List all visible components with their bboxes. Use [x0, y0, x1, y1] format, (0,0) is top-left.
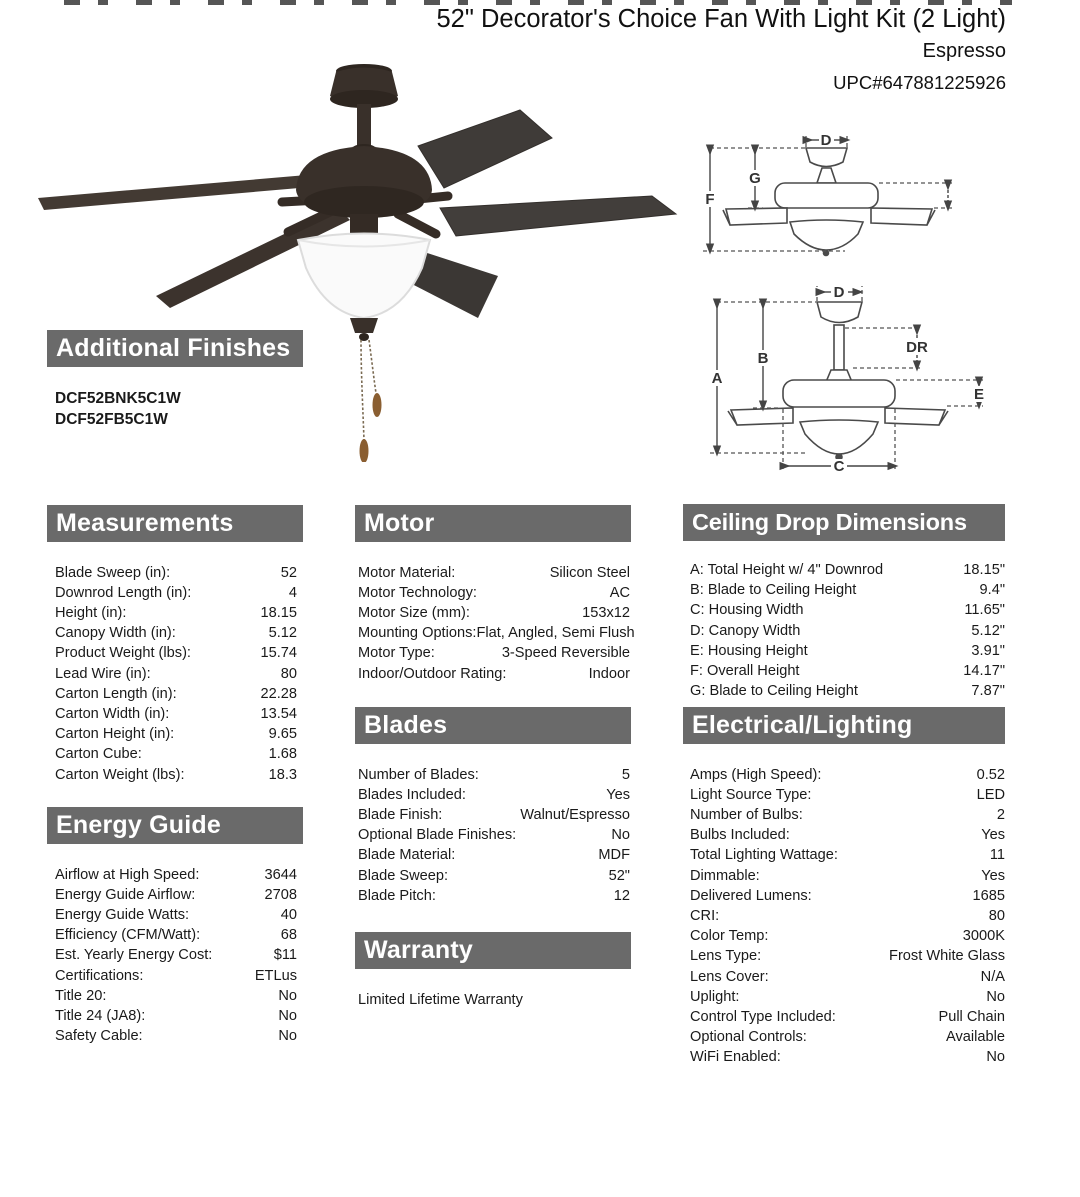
- dim-label-dr: DR: [906, 339, 928, 356]
- spec-label: Indoor/Outdoor Rating:: [358, 665, 507, 682]
- energy-guide-panel: [47, 786, 303, 1046]
- spec-row: [47, 865, 303, 885]
- upc-code: UPC#647881225926: [833, 72, 1006, 93]
- spec-label: Number of Bulbs:: [690, 806, 803, 823]
- spec-row: [683, 967, 1005, 987]
- spec-label: Carton Length (in):: [55, 685, 177, 702]
- spec-label: Lens Cover:: [690, 968, 769, 985]
- dim-label-f: F: [705, 191, 715, 208]
- spec-row: [683, 845, 1005, 865]
- spec-value: ETLus: [254, 967, 297, 984]
- spec-row: [47, 684, 303, 704]
- measurements-panel: [47, 484, 303, 785]
- warranty-text: Limited Lifetime Warranty: [358, 991, 523, 1008]
- spec-value: No: [986, 1049, 1005, 1066]
- spec-label: Carton Width (in):: [55, 705, 170, 722]
- motor-header: Motor: [355, 505, 631, 542]
- spec-row: [47, 1006, 303, 1026]
- spec-value: 18.15: [260, 604, 297, 621]
- spec-value: Available: [946, 1029, 1005, 1046]
- spec-label: Blade Material:: [358, 847, 456, 864]
- spec-label: Amps (High Speed):: [690, 766, 822, 783]
- pull-chains: [360, 340, 382, 462]
- spec-value: LED: [976, 786, 1005, 803]
- spec-label: F: Overall Height: [690, 663, 800, 680]
- spec-label: Dimmable:: [690, 867, 760, 884]
- blades-header: Blades: [355, 707, 631, 744]
- spec-value: 2: [996, 806, 1005, 823]
- spec-row: [683, 1047, 1005, 1067]
- spec-row: [47, 945, 303, 965]
- page-title: 52" Decorator's Choice Fan With Light Kit (2 Light): [436, 5, 1006, 33]
- fan-canopy-downrod: [330, 64, 398, 154]
- spec-label: Bulbs Included:: [690, 827, 790, 844]
- dim-label-d1: D: [820, 132, 832, 149]
- dimension-diagram-semiflush: [693, 103, 1068, 271]
- spec-row: [47, 765, 303, 785]
- spec-value: 12: [613, 887, 630, 904]
- spec-label: Optional Controls:: [690, 1029, 807, 1046]
- spec-label: Energy Guide Watts:: [55, 906, 190, 923]
- blades-rows: [355, 765, 631, 906]
- additional-finishes-list: [47, 388, 303, 431]
- spec-label: Control Type Included:: [690, 1008, 836, 1025]
- spec-value: 3.91": [971, 642, 1005, 659]
- motor-panel: [355, 484, 635, 684]
- ceiling-drop-rows: [683, 560, 1005, 701]
- spec-row: [47, 563, 303, 583]
- spec-label: C: Housing Width: [690, 602, 804, 619]
- spec-label: E: Housing Height: [690, 642, 808, 659]
- spec-row: [355, 643, 631, 663]
- spec-label: Certifications:: [55, 967, 144, 984]
- spec-row: [355, 845, 631, 865]
- spec-value: 80: [280, 665, 297, 682]
- spec-value: 14.17": [963, 663, 1005, 680]
- spec-label: Canopy Width (in):: [55, 625, 176, 642]
- spec-row: [47, 664, 303, 684]
- spec-row: [355, 866, 631, 886]
- spec-row: [355, 886, 631, 906]
- spec-value: 9.65: [268, 726, 297, 743]
- spec-label: Safety Cable:: [55, 1028, 143, 1045]
- spec-row: [355, 785, 631, 805]
- spec-value: MDF: [598, 847, 630, 864]
- spec-row: [683, 661, 1005, 681]
- spec-label: CRI:: [690, 907, 720, 924]
- spec-label: Total Lighting Wattage:: [690, 847, 838, 864]
- spec-row: [355, 583, 631, 603]
- spec-label: G: Blade to Ceiling Height: [690, 683, 858, 700]
- spec-value: No: [278, 1007, 297, 1024]
- spec-row: [47, 643, 303, 663]
- measurements-header: Measurements: [47, 505, 303, 542]
- spec-label: Uplight:: [690, 988, 740, 1005]
- spec-label: Motor Size (mm):: [358, 604, 470, 621]
- spec-label: Motor Type:: [358, 645, 435, 662]
- additional-finishes-panel: [47, 309, 303, 431]
- spec-row: [47, 966, 303, 986]
- spec-value: 1.68: [268, 746, 297, 763]
- spec-value: Indoor: [588, 665, 630, 682]
- spec-value: 40: [280, 906, 297, 923]
- spec-label: Mounting Options:: [358, 625, 477, 642]
- spec-label: Carton Height (in):: [55, 726, 175, 743]
- spec-row: [355, 623, 635, 643]
- spec-value: 11.65": [964, 602, 1005, 619]
- spec-row: [683, 785, 1005, 805]
- spec-label: D: Canopy Width: [690, 622, 801, 639]
- spec-value: 13.54: [260, 705, 297, 722]
- spec-row: [683, 580, 1005, 600]
- dim-label-e: E: [973, 386, 985, 403]
- spec-row: [47, 905, 303, 925]
- spec-value: Yes: [981, 867, 1005, 884]
- electrical-rows: [683, 765, 1005, 1068]
- spec-value: No: [611, 827, 630, 844]
- spec-row: [47, 603, 303, 623]
- spec-row: [683, 765, 1005, 785]
- spec-label: Color Temp:: [690, 928, 769, 945]
- spec-value: 80: [988, 907, 1005, 924]
- spec-row: [47, 583, 303, 603]
- spec-label: Lens Type:: [690, 948, 762, 965]
- motor-rows: [355, 563, 635, 684]
- measurements-rows: [47, 563, 303, 785]
- spec-value: 18.3: [268, 766, 297, 783]
- spec-row: [47, 925, 303, 945]
- spec-value: N/A: [980, 968, 1005, 985]
- spec-value: 153x12: [582, 604, 630, 621]
- spec-value: No: [278, 1028, 297, 1045]
- spec-row: [683, 1027, 1005, 1047]
- spec-label: B: Blade to Ceiling Height: [690, 582, 857, 599]
- energy-guide-header: Energy Guide: [47, 807, 303, 844]
- spec-value: 5.12": [971, 622, 1005, 639]
- dimension-diagram-downrod: [693, 273, 1078, 481]
- electrical-panel: [683, 686, 1005, 1068]
- spec-label: Motor Material:: [358, 564, 456, 581]
- spec-value: $11: [273, 947, 297, 964]
- spec-row: [355, 765, 631, 785]
- spec-value: Flat, Angled, Semi Flush: [476, 625, 635, 642]
- spec-row: [683, 1007, 1005, 1027]
- spec-value: 18.15": [963, 562, 1005, 578]
- spec-value: 1685: [972, 887, 1005, 904]
- spec-value: Walnut/Espresso: [520, 806, 630, 823]
- dim-label-a: A: [711, 370, 723, 387]
- spec-row: [683, 886, 1005, 906]
- spec-row: [47, 623, 303, 643]
- spec-label: Number of Blades:: [358, 766, 479, 783]
- spec-row: [355, 805, 631, 825]
- spec-row: [683, 946, 1005, 966]
- fan-light-bowl: [298, 234, 430, 342]
- spec-value: 4: [288, 584, 297, 601]
- spec-label: Light Source Type:: [690, 786, 812, 803]
- spec-value: 3000K: [962, 928, 1005, 945]
- spec-value: Silicon Steel: [549, 564, 630, 581]
- spec-label: Airflow at High Speed:: [55, 866, 200, 883]
- spec-row: [47, 885, 303, 905]
- spec-label: Lead Wire (in):: [55, 665, 151, 682]
- spec-label: Delivered Lumens:: [690, 887, 812, 904]
- finish-sku: DCF52BNK5C1W: [55, 389, 181, 407]
- warranty-header: Warranty: [355, 932, 631, 969]
- spec-value: Yes: [981, 827, 1005, 844]
- spec-label: Energy Guide Airflow:: [55, 886, 196, 903]
- spec-label: Height (in):: [55, 604, 127, 621]
- spec-row: [683, 866, 1005, 886]
- dim-label-g: G: [749, 170, 761, 187]
- spec-label: Efficiency (CFM/Watt):: [55, 927, 201, 944]
- spec-label: Title 24 (JA8):: [55, 1007, 146, 1024]
- spec-row: [47, 744, 303, 764]
- spec-value: 5: [621, 766, 630, 783]
- spec-value: No: [278, 987, 297, 1004]
- spec-label: WiFi Enabled:: [690, 1049, 781, 1066]
- spec-row: [683, 600, 1005, 620]
- spec-label: Blade Sweep (in):: [55, 564, 171, 581]
- spec-value: 9.4": [979, 582, 1005, 599]
- additional-finishes-header: Additional Finishes: [47, 330, 303, 367]
- spec-value: 2708: [264, 886, 297, 903]
- electrical-header: Electrical/Lighting: [683, 707, 1005, 744]
- spec-value: 52: [280, 564, 297, 581]
- spec-value: Frost White Glass: [889, 948, 1005, 965]
- spec-label: Blade Sweep:: [358, 867, 449, 884]
- spec-row: [47, 986, 303, 1006]
- spec-value: No: [986, 988, 1005, 1005]
- spec-value: 3644: [264, 866, 297, 883]
- ceiling-drop-panel: [683, 484, 1005, 701]
- blades-panel: [355, 686, 631, 906]
- dim-label-b: B: [757, 350, 769, 367]
- spec-value: 68: [280, 927, 297, 944]
- spec-label: Blade Finish:: [358, 806, 443, 823]
- spec-row: [683, 641, 1005, 661]
- spec-label: Title 20:: [55, 987, 107, 1004]
- spec-value: 52": [608, 867, 630, 884]
- spec-row: [683, 825, 1005, 845]
- spec-label: Product Weight (lbs):: [55, 645, 191, 662]
- spec-value: 15.74: [260, 645, 297, 662]
- ceiling-drop-header: Ceiling Drop Dimensions: [683, 504, 1005, 541]
- dim-label-d2: D: [833, 284, 845, 301]
- spec-value: 7.87": [971, 683, 1005, 700]
- spec-value: AC: [609, 584, 630, 601]
- spec-label: Motor Technology:: [358, 584, 477, 601]
- spec-value: 3-Speed Reversible: [501, 645, 630, 662]
- spec-value: 0.52: [976, 766, 1005, 783]
- spec-row: [683, 906, 1005, 926]
- spec-row: [683, 805, 1005, 825]
- spec-row: [683, 621, 1005, 641]
- spec-label: Blades Included:: [358, 786, 466, 803]
- spec-row: [355, 563, 631, 583]
- spec-value: 5.12: [268, 625, 297, 642]
- finish-sku: DCF52FB5C1W: [55, 411, 168, 428]
- spec-value: 22.28: [260, 685, 297, 702]
- spec-label: Optional Blade Finishes:: [358, 827, 517, 844]
- spec-label: Carton Cube:: [55, 746, 142, 763]
- spec-value: Pull Chain: [938, 1008, 1005, 1025]
- spec-row: [47, 704, 303, 724]
- warranty-panel: [355, 911, 631, 1010]
- spec-row: [355, 664, 631, 684]
- spec-row: [355, 603, 631, 623]
- spec-label: Est. Yearly Energy Cost:: [55, 947, 213, 964]
- spec-row: [683, 987, 1005, 1007]
- finish-name: Espresso: [922, 40, 1006, 62]
- spec-row: [47, 724, 303, 744]
- spec-row: [683, 926, 1005, 946]
- spec-label: Downrod Length (in):: [55, 584, 192, 601]
- dim-label-c: C: [833, 458, 845, 475]
- spec-label: Carton Weight (lbs):: [55, 766, 185, 783]
- spec-row: [47, 1026, 303, 1046]
- energy-guide-rows: [47, 865, 303, 1047]
- spec-label: Blade Pitch:: [358, 887, 436, 904]
- spec-row: [355, 825, 631, 845]
- spec-value: 11: [989, 847, 1005, 864]
- spec-value: Yes: [606, 786, 630, 803]
- spec-label: A: Total Height w/ 4" Downrod: [690, 562, 884, 578]
- spec-row: [683, 560, 1005, 580]
